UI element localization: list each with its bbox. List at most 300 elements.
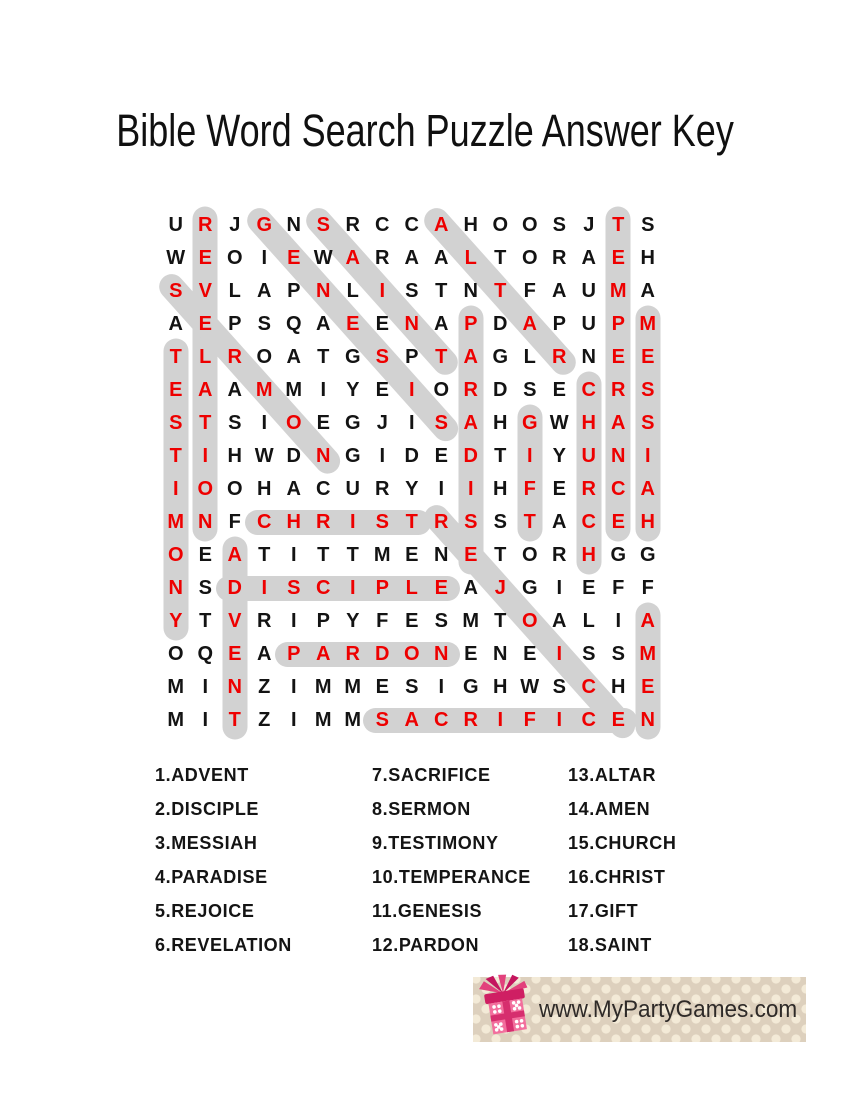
- grid-cell: O: [492, 214, 509, 236]
- grid-cell: J: [583, 214, 595, 236]
- grid-cell: I: [556, 643, 563, 665]
- grid-cell: S: [493, 511, 507, 533]
- grid-cell: I: [556, 577, 563, 599]
- grid-cell: T: [199, 610, 212, 632]
- grid-cell: O: [433, 379, 450, 401]
- grid-cell: A: [316, 643, 331, 665]
- grid-cell: O: [521, 610, 538, 632]
- grid-cell: A: [404, 247, 419, 269]
- grid-cell: H: [463, 214, 478, 236]
- grid-cell: P: [228, 313, 242, 335]
- word-list-item: 14.AMEN: [568, 799, 651, 819]
- grid-cell: T: [494, 445, 507, 467]
- grid-cell: S: [582, 643, 596, 665]
- grid-cell: M: [639, 313, 657, 335]
- grid-row: [161, 341, 663, 374]
- grid-cell: A: [581, 247, 596, 269]
- word-list-item: 5.REJOICE: [155, 901, 255, 921]
- grid-cell: E: [641, 676, 655, 698]
- grid-cell: A: [552, 610, 567, 632]
- grid-cell: W: [166, 247, 186, 269]
- grid-cell: E: [552, 379, 566, 401]
- grid-cell: E: [523, 643, 537, 665]
- grid-cell: I: [290, 676, 297, 698]
- grid-cell: T: [405, 511, 418, 533]
- grid-cell: T: [435, 280, 448, 302]
- grid-cell: Z: [258, 709, 271, 731]
- grid-cell: F: [612, 577, 625, 599]
- grid-cell: D: [463, 445, 478, 467]
- grid-row: [161, 440, 663, 473]
- grid-row: [161, 209, 663, 242]
- grid-cell: U: [581, 445, 596, 467]
- grid-cell: C: [581, 511, 596, 533]
- grid-cell: E: [582, 577, 596, 599]
- grid-cell: P: [287, 280, 301, 302]
- word-list-item: 9.TESTIMONY: [372, 833, 499, 853]
- grid-cell: I: [349, 511, 356, 533]
- grid-cell: R: [375, 478, 390, 500]
- grid-cell: A: [552, 280, 567, 302]
- grid-cell: T: [494, 544, 507, 566]
- word-list-item: 16.CHRIST: [568, 867, 666, 887]
- grid-cell: D: [493, 313, 508, 335]
- grid-cell: E: [198, 313, 212, 335]
- grid-cell: O: [197, 478, 214, 500]
- grid-cell: R: [316, 511, 331, 533]
- word-list-item: 11.GENESIS: [372, 901, 483, 921]
- grid-cell: S: [287, 577, 301, 599]
- grid-cell: S: [434, 610, 448, 632]
- grid-cell: A: [434, 247, 449, 269]
- grid-cell: H: [257, 478, 272, 500]
- word-list-item: 3.MESSIAH: [155, 833, 258, 853]
- grid-cell: I: [408, 412, 415, 434]
- grid-cell: S: [375, 709, 389, 731]
- grid-cell: H: [493, 676, 508, 698]
- grid-cell: E: [346, 313, 360, 335]
- grid-cell: C: [316, 478, 331, 500]
- grid-cell: O: [521, 247, 538, 269]
- word-list-item: 15.CHURCH: [568, 833, 677, 853]
- grid-cell: O: [167, 643, 184, 665]
- grid-cell: I: [497, 709, 504, 731]
- grid-cell: I: [172, 478, 179, 500]
- grid-cell: T: [494, 247, 507, 269]
- grid-cell: E: [375, 313, 389, 335]
- grid-cell: N: [640, 709, 655, 731]
- word-list-item: 6.REVELATION: [155, 935, 292, 955]
- grid-cell: E: [552, 478, 566, 500]
- grid-cell: A: [434, 214, 449, 236]
- grid-cell: Y: [346, 379, 360, 401]
- grid-cell: R: [552, 247, 567, 269]
- grid-cell: R: [345, 643, 360, 665]
- grid-cell: F: [376, 610, 389, 632]
- grid-cell: D: [375, 643, 390, 665]
- grid-cell: A: [257, 280, 272, 302]
- grid-cell: L: [523, 346, 536, 368]
- grid-cell: R: [463, 379, 478, 401]
- grid-cell: E: [434, 445, 448, 467]
- grid-cell: Y: [169, 610, 183, 632]
- grid-cell: T: [494, 280, 507, 302]
- grid-cell: E: [198, 544, 212, 566]
- word-list-item: 4.PARADISE: [155, 867, 268, 887]
- grid-cell: U: [581, 313, 596, 335]
- grid-cell: E: [434, 577, 448, 599]
- grid-cell: M: [344, 676, 362, 698]
- grid-cell: A: [257, 643, 272, 665]
- grid-cell: O: [256, 346, 273, 368]
- grid-cell: W: [313, 247, 333, 269]
- grid-cell: T: [435, 346, 448, 368]
- footer-banner: [473, 977, 806, 1042]
- grid-cell: C: [375, 214, 390, 236]
- grid-cell: E: [464, 643, 478, 665]
- grid-cell: P: [611, 313, 625, 335]
- word-search-grid: [161, 209, 663, 738]
- grid-cell: T: [228, 709, 241, 731]
- grid-cell: R: [552, 346, 567, 368]
- grid-cell: G: [344, 445, 361, 467]
- grid-cell: J: [229, 214, 241, 236]
- grid-cell: I: [290, 610, 297, 632]
- gift-icon: [477, 974, 539, 1042]
- grid-cell: R: [581, 478, 596, 500]
- grid-cell: N: [286, 214, 301, 236]
- grid-cell: M: [344, 709, 362, 731]
- grid-cell: P: [287, 643, 301, 665]
- grid-cell: N: [316, 280, 331, 302]
- grid-cell: S: [228, 412, 242, 434]
- grid-cell: S: [375, 346, 389, 368]
- grid-cell: P: [552, 313, 566, 335]
- grid-cell: Y: [405, 478, 419, 500]
- grid-cell: M: [167, 676, 185, 698]
- grid-cell: A: [168, 313, 183, 335]
- grid-cell: T: [612, 214, 625, 236]
- grid-cell: G: [610, 544, 627, 566]
- grid-cell: F: [523, 478, 536, 500]
- grid-cell: E: [375, 379, 389, 401]
- grid-cell: N: [168, 577, 183, 599]
- grid-cell: E: [464, 544, 478, 566]
- grid-cell: C: [257, 511, 272, 533]
- grid-cell: A: [522, 313, 537, 335]
- grid-cell: U: [581, 280, 596, 302]
- grid-cell: N: [404, 313, 419, 335]
- grid-cell: A: [640, 478, 655, 500]
- word-list-item: 8.SERMON: [372, 799, 471, 819]
- grid-cell: A: [286, 478, 301, 500]
- grid-cell: I: [467, 478, 474, 500]
- grid-cell: L: [228, 280, 241, 302]
- grid-cell: T: [494, 610, 507, 632]
- grid-cell: A: [463, 577, 478, 599]
- grid-cell: I: [408, 379, 415, 401]
- grid-row: [161, 407, 663, 440]
- grid-cell: I: [379, 280, 386, 302]
- grid-cell: A: [640, 610, 655, 632]
- grid-cell: S: [198, 577, 212, 599]
- grid-cell: C: [404, 214, 419, 236]
- grid-cell: N: [316, 445, 331, 467]
- grid-cell: O: [403, 643, 420, 665]
- grid-cell: A: [404, 709, 419, 731]
- word-list-item: 18.SAINT: [568, 935, 652, 955]
- grid-cell: S: [257, 313, 271, 335]
- grid-cell: I: [202, 709, 209, 731]
- grid-cell: I: [526, 445, 533, 467]
- grid-cell: C: [434, 709, 449, 731]
- grid-cell: I: [290, 544, 297, 566]
- grid-cell: S: [552, 676, 566, 698]
- grid-cell: I: [644, 445, 651, 467]
- word-list-item: 7.SACRIFICE: [372, 765, 491, 785]
- grid-cell: S: [464, 511, 478, 533]
- grid-cell: Q: [197, 643, 214, 665]
- grid-cell: L: [464, 247, 477, 269]
- grid-cell: I: [349, 577, 356, 599]
- grid-cell: Y: [552, 445, 566, 467]
- grid-cell: E: [287, 247, 301, 269]
- grid-cell: N: [611, 445, 626, 467]
- grid-cell: E: [228, 643, 242, 665]
- grid-cell: E: [169, 379, 183, 401]
- grid-row: [161, 638, 663, 671]
- grid-cell: E: [611, 346, 625, 368]
- grid-cell: E: [611, 247, 625, 269]
- website-url: www.MyPartyGames.com: [539, 996, 798, 1023]
- grid-cell: L: [405, 577, 418, 599]
- grid-cell: R: [434, 511, 449, 533]
- grid-cell: I: [438, 478, 445, 500]
- grid-cell: I: [615, 610, 622, 632]
- grid-cell: H: [581, 544, 596, 566]
- grid-cell: T: [346, 544, 359, 566]
- grid-cell: I: [320, 379, 327, 401]
- grid-cell: S: [434, 412, 448, 434]
- grid-cell: N: [463, 280, 478, 302]
- grid-cell: F: [641, 577, 654, 599]
- grid-cell: C: [581, 709, 596, 731]
- grid-cell: R: [611, 379, 626, 401]
- grid-cell: J: [376, 412, 388, 434]
- grid-row: [161, 605, 663, 638]
- grid-cell: P: [375, 577, 389, 599]
- grid-cell: O: [226, 478, 243, 500]
- grid-cell: A: [552, 511, 567, 533]
- grid-cell: I: [261, 412, 268, 434]
- grid-cell: S: [169, 412, 183, 434]
- grid-cell: P: [405, 346, 419, 368]
- grid-cell: W: [254, 445, 274, 467]
- grid-cell: M: [462, 610, 480, 632]
- grid-row: [161, 275, 663, 308]
- grid-row: [161, 671, 663, 704]
- grid-cell: N: [227, 676, 242, 698]
- grid-cell: H: [640, 511, 655, 533]
- grid-row: [161, 704, 663, 737]
- word-list-column-3: [568, 758, 676, 962]
- grid-cell: E: [375, 676, 389, 698]
- grid-cell: I: [379, 445, 386, 467]
- grid-cell: M: [255, 379, 273, 401]
- grid-row: [161, 308, 663, 341]
- grid-cell: T: [169, 445, 182, 467]
- grid-row: [161, 572, 663, 605]
- grid-cell: E: [316, 412, 330, 434]
- word-list-item: 10.TEMPERANCE: [372, 867, 531, 887]
- grid-cell: E: [405, 610, 419, 632]
- grid-cell: I: [261, 247, 268, 269]
- grid-row: [161, 374, 663, 407]
- word-list-column-2: [372, 758, 531, 962]
- grid-cell: M: [167, 709, 185, 731]
- grid-cell: G: [639, 544, 656, 566]
- grid-cell: R: [375, 247, 390, 269]
- grid-cell: A: [434, 313, 449, 335]
- grid-row: [161, 506, 663, 539]
- grid-cell: S: [375, 511, 389, 533]
- grid-cell: L: [582, 610, 595, 632]
- grid-cell: I: [261, 577, 268, 599]
- grid-cell: G: [344, 412, 361, 434]
- grid-cell: H: [581, 412, 596, 434]
- word-list-item: 12.PARDON: [372, 935, 480, 955]
- grid-cell: H: [493, 412, 508, 434]
- grid-cell: C: [316, 577, 331, 599]
- grid-cell: I: [438, 676, 445, 698]
- grid-cell: R: [257, 610, 272, 632]
- grid-cell: S: [641, 379, 655, 401]
- grid-cell: W: [549, 412, 569, 434]
- grid-cell: O: [226, 247, 243, 269]
- grid-cell: O: [167, 544, 184, 566]
- grid-cell: S: [641, 412, 655, 434]
- grid-cell: M: [314, 676, 332, 698]
- grid-cell: C: [611, 478, 626, 500]
- grid-cell: D: [404, 445, 419, 467]
- grid-cell: A: [227, 379, 242, 401]
- grid-row: [161, 242, 663, 275]
- grid-cell: P: [464, 313, 478, 335]
- grid-cell: A: [316, 313, 331, 335]
- grid-cell: A: [640, 280, 655, 302]
- grid-cell: C: [581, 379, 596, 401]
- word-list-item: 2.DISCIPLE: [155, 799, 260, 819]
- grid-cell: S: [641, 214, 655, 236]
- grid-cell: I: [556, 709, 563, 731]
- grid-cell: R: [463, 709, 478, 731]
- grid-cell: A: [198, 379, 213, 401]
- grid-cell: M: [314, 709, 332, 731]
- grid-cell: M: [639, 643, 657, 665]
- grid-cell: A: [345, 247, 360, 269]
- grid-cell: J: [494, 577, 506, 599]
- word-list-item: 13.ALTAR: [568, 765, 657, 785]
- word-list-item: 1.ADVENT: [155, 765, 249, 785]
- grid-cell: U: [168, 214, 183, 236]
- grid-cell: S: [611, 643, 625, 665]
- grid-cell: V: [228, 610, 242, 632]
- grid-cell: H: [286, 511, 301, 533]
- grid-cell: F: [228, 511, 241, 533]
- grid-cell: D: [493, 379, 508, 401]
- grid-cell: N: [198, 511, 213, 533]
- grid-cell: V: [198, 280, 212, 302]
- grid-cell: G: [492, 346, 509, 368]
- grid-cell: L: [346, 280, 359, 302]
- grid-cell: A: [286, 346, 301, 368]
- grid-cell: Y: [346, 610, 360, 632]
- grid-cell: G: [521, 412, 538, 434]
- grid-cell: M: [167, 511, 185, 533]
- grid-cell: A: [227, 544, 242, 566]
- grid-cell: T: [317, 346, 330, 368]
- grid-cell: R: [345, 214, 360, 236]
- grid-cell: H: [493, 478, 508, 500]
- grid-cell: T: [317, 544, 330, 566]
- grid-cell: D: [227, 577, 242, 599]
- grid-cell: S: [552, 214, 566, 236]
- grid-cell: P: [316, 610, 330, 632]
- grid-cell: S: [405, 280, 419, 302]
- grid-cell: E: [611, 511, 625, 533]
- grid-cell: S: [169, 280, 183, 302]
- grid-cell: T: [258, 544, 271, 566]
- grid-cell: Q: [285, 313, 302, 335]
- grid-cell: T: [169, 346, 182, 368]
- grid-cell: I: [202, 676, 209, 698]
- grid-cell: D: [286, 445, 301, 467]
- grid-cell: E: [198, 247, 212, 269]
- grid-cell: F: [523, 280, 536, 302]
- grid-cell: N: [581, 346, 596, 368]
- grid-cell: N: [434, 643, 449, 665]
- grid-cell: S: [405, 676, 419, 698]
- grid-cell: E: [405, 544, 419, 566]
- grid-cell: U: [345, 478, 360, 500]
- grid-cell: I: [290, 709, 297, 731]
- grid-cell: A: [611, 412, 626, 434]
- grid-cell: I: [202, 445, 209, 467]
- grid-cell: O: [285, 412, 302, 434]
- grid-cell: W: [520, 676, 540, 698]
- grid-cell: H: [640, 247, 655, 269]
- grid-cell: E: [611, 709, 625, 731]
- grid-cell: G: [521, 577, 538, 599]
- grid-row: [161, 539, 663, 572]
- grid-cell: S: [523, 379, 537, 401]
- grid-cell: N: [493, 643, 508, 665]
- grid-cell: R: [552, 544, 567, 566]
- grid-cell: T: [199, 412, 212, 434]
- grid-cell: R: [227, 346, 242, 368]
- grid-cell: M: [609, 280, 627, 302]
- grid-cell: R: [198, 214, 213, 236]
- grid-cell: H: [227, 445, 242, 467]
- word-list-item: 17.GIFT: [568, 901, 639, 921]
- grid-cell: M: [285, 379, 303, 401]
- grid-cell: S: [316, 214, 330, 236]
- grid-cell: L: [199, 346, 212, 368]
- grid-cell: N: [434, 544, 449, 566]
- grid-cell: A: [463, 412, 478, 434]
- grid-cell: G: [256, 214, 273, 236]
- grid-cell: E: [641, 346, 655, 368]
